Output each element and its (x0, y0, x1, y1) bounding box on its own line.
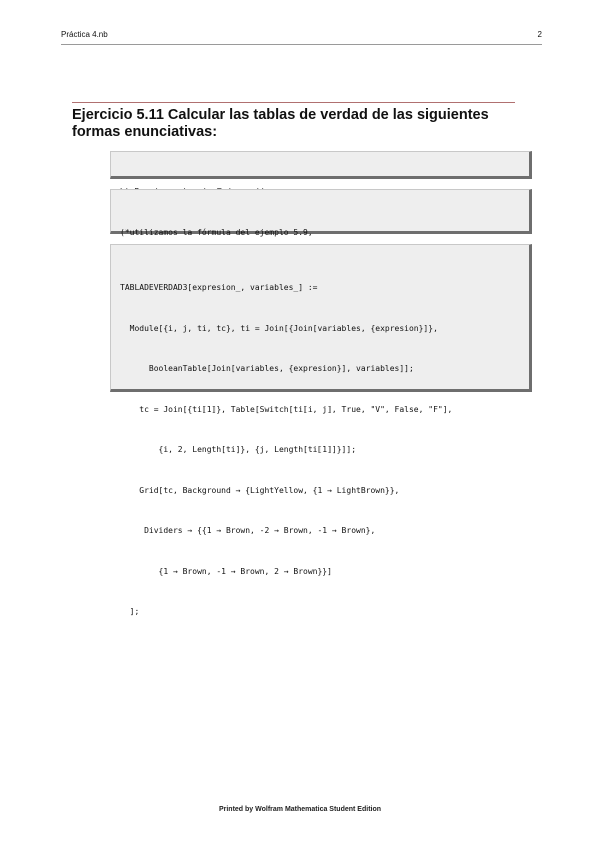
section-title[interactable] (72, 107, 512, 141)
code-line: {i, 2, Length[ti]}, {j, Length[ti⟦1⟧]}]]; (120, 445, 357, 454)
code-line: TABLADEVERDAD3[expresion_, variables_] := (120, 283, 318, 292)
section-title-line-1: Ejercicio 5.11 Calcular las tablas de verdad de las siguientes (72, 107, 489, 123)
section-title-line-2: formas enunciativas: (72, 124, 218, 140)
page-number: 2 (537, 30, 542, 39)
code-line: {1 → Brown, -1 → Brown, 2 → Brown}}] (120, 566, 332, 576)
input-cell-function-definition[interactable] (110, 244, 532, 616)
code-line: Dividers → {{1 → Brown, -2 → Brown, -1 → Brown}, (120, 526, 376, 535)
code-line: BooleanTable[Join[variables, {expresion}], variables]]; (120, 364, 414, 373)
section-divider (72, 102, 515, 103)
page-footer: Printed by Wolfram Mathematica Student Edition (218, 806, 382, 813)
code-line: Module[{i, j, ti, tc}, ti = Join[{Join[variables, {expresion}]}, (120, 323, 438, 333)
code-line: Grid[tc, Background → {LightYellow, {1 → LightBrown}}, (120, 485, 400, 495)
code-line: ]; (120, 607, 140, 616)
input-cell-formula[interactable] (110, 151, 532, 179)
page-header (61, 28, 542, 45)
notebook-file-name: Práctica 4.nb (61, 30, 108, 39)
input-cell-comment[interactable] (110, 189, 532, 237)
code-line: tc = Join[{ti⟦1⟧}, Table[Switch[ti⟦i, j⟧, True, "V", False, "F"], (120, 404, 453, 414)
code-line: (*utilizamos la fórmula del ejemplo 5.9, (120, 228, 313, 237)
